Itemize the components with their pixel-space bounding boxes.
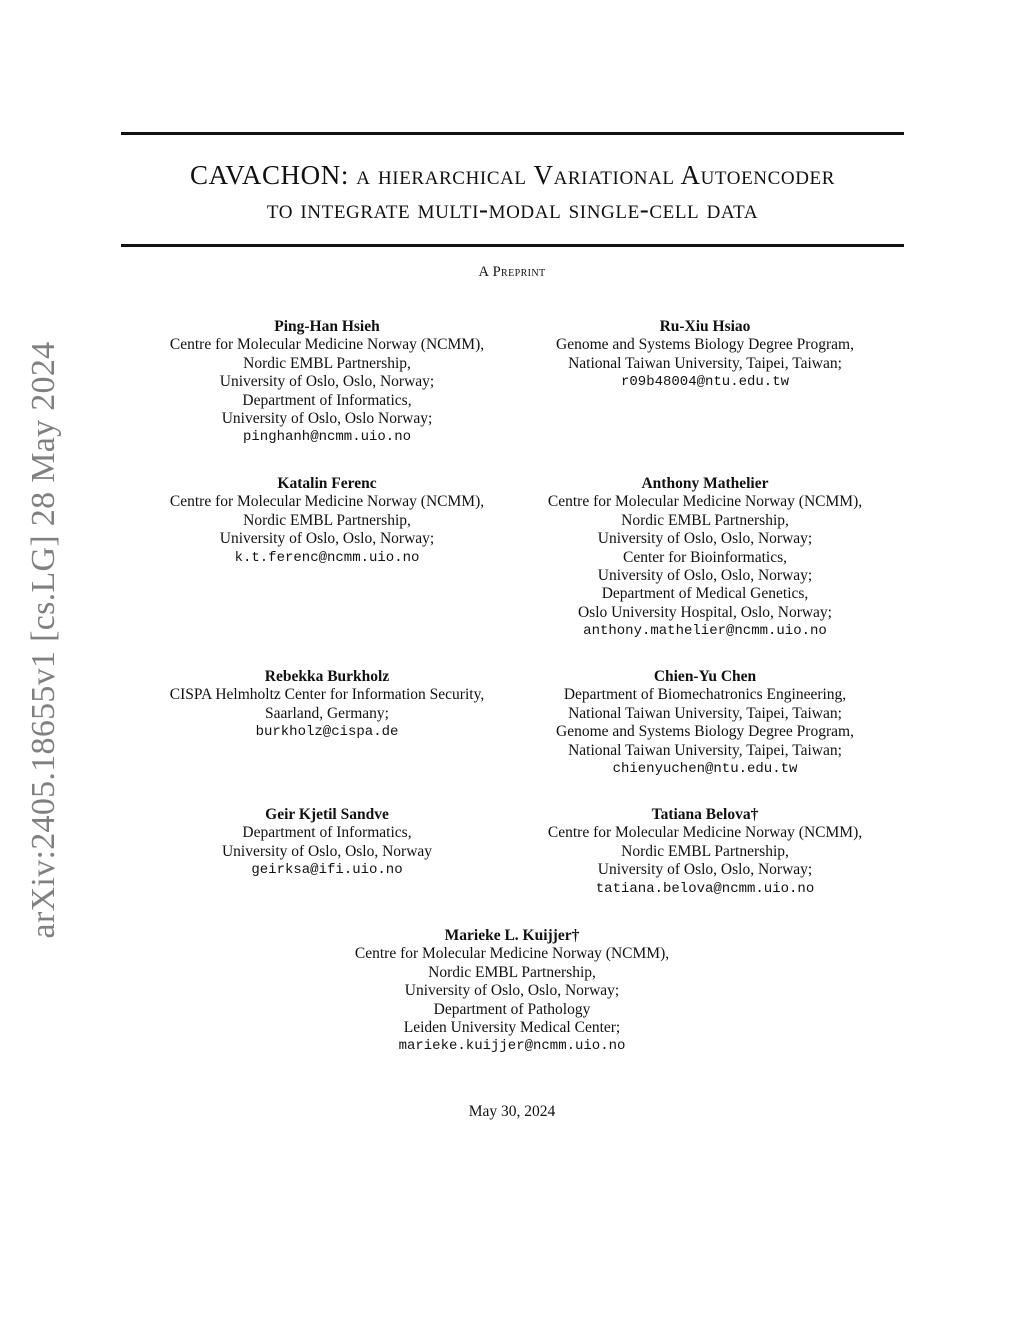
author-affiliation: University of Oslo, Oslo, Norway;: [219, 373, 435, 391]
author-block: [127, 318, 527, 447]
author-affiliation: University of Oslo, Oslo Norway;: [221, 410, 433, 428]
author-name: Geir Kjetil Sandve: [265, 806, 389, 823]
author-affiliation: Nordic EMBL Partnership,: [428, 963, 596, 981]
author-affiliation: National Taiwan University, Taipei, Taiwan;: [568, 354, 842, 372]
author-affiliation: University of Oslo, Oslo, Norway;: [597, 861, 813, 879]
author-affiliation: Genome and Systems Biology Degree Program,: [556, 723, 854, 741]
author-affiliation: Centre for Molecular Medicine Norway (NCMM),: [547, 824, 863, 842]
author-affiliation: Nordic EMBL Partnership,: [243, 511, 411, 529]
paper-title: [121, 158, 904, 226]
author-email: k.t.ferenc@ncmm.uio.no: [234, 549, 420, 566]
author-affiliation: CISPA Helmholtz Center for Information Security,: [169, 686, 485, 704]
author-affiliation: Centre for Molecular Medicine Norway (NCMM),: [169, 336, 485, 354]
author-affiliation: Department of Informatics,: [242, 824, 412, 842]
author-block: [505, 668, 905, 778]
author-email: burkholz@cispa.de: [255, 724, 399, 741]
author-affiliation: Center for Bioinformatics,: [623, 548, 787, 566]
author-affiliation: Oslo University Hospital, Oslo, Norway;: [577, 603, 832, 621]
author-affiliation: Department of Medical Genetics,: [601, 585, 809, 603]
author-affiliation: Nordic EMBL Partnership,: [621, 842, 789, 860]
author-affiliation: University of Oslo, Oslo, Norway;: [219, 530, 435, 548]
author-affiliation: Department of Pathology: [433, 1000, 591, 1018]
author-affiliation: University of Oslo, Oslo, Norway;: [404, 982, 620, 1000]
author-name: Rebekka Burkholz: [264, 668, 390, 685]
author-email: tatiana.belova@ncmm.uio.no: [595, 880, 815, 897]
author-name: Katalin Ferenc: [277, 475, 377, 492]
author-affiliation: Department of Informatics,: [242, 391, 412, 409]
author-name: Ru-Xiu Hsiao: [659, 318, 751, 335]
title-line-2: to integrate multi-modal single-cell data: [266, 194, 759, 224]
arxiv-identifier: arXiv:2405.18655v1 [cs.LG] 28 May 2024: [25, 341, 62, 939]
title-bottom-rule: [121, 244, 904, 247]
title-line-1: CAVACHON: a hierarchical Variational Autoencoder: [190, 160, 835, 190]
author-affiliation: Centre for Molecular Medicine Norway (NCMM),: [354, 945, 670, 963]
author-affiliation: National Taiwan University, Taipei, Taiwan;: [568, 741, 842, 759]
author-name: Tatiana Belova†: [651, 806, 759, 823]
publication-date: May 30, 2024: [468, 1103, 556, 1120]
author-block: [312, 927, 712, 1056]
author-affiliation: Nordic EMBL Partnership,: [243, 354, 411, 372]
author-affiliation: Department of Biomechatronics Engineering,: [563, 686, 847, 704]
author-name: Ping-Han Hsieh: [274, 318, 380, 335]
author-email: marieke.kuijjer@ncmm.uio.no: [398, 1038, 626, 1055]
author-name: Anthony Mathelier: [641, 475, 769, 492]
author-block: [505, 806, 905, 898]
author-affiliation: Nordic EMBL Partnership,: [621, 511, 789, 529]
author-affiliation: University of Oslo, Oslo, Norway: [221, 842, 433, 860]
author-affiliation: Genome and Systems Biology Degree Program,: [556, 336, 854, 354]
author-affiliation: University of Oslo, Oslo, Norway;: [597, 567, 813, 585]
author-affiliation: University of Oslo, Oslo, Norway;: [597, 530, 813, 548]
author-block: [505, 318, 905, 392]
author-affiliation: Centre for Molecular Medicine Norway (NCMM),: [547, 493, 863, 511]
author-block: [127, 668, 527, 742]
author-affiliation: Leiden University Medical Center;: [403, 1019, 621, 1037]
author-block: [505, 475, 905, 641]
author-name: Chien-Yu Chen: [653, 668, 757, 685]
author-email: anthony.mathelier@ncmm.uio.no: [583, 623, 827, 640]
author-email: pinghanh@ncmm.uio.no: [242, 429, 412, 446]
author-block: [127, 475, 527, 567]
author-email: chienyuchen@ntu.edu.tw: [612, 761, 798, 778]
author-affiliation: National Taiwan University, Taipei, Taiwan;: [568, 704, 842, 722]
author-email: r09b48004@ntu.edu.tw: [620, 374, 790, 391]
author-name: Marieke L. Kuijjer†: [444, 927, 580, 944]
author-affiliation: Saarland, Germany;: [265, 704, 389, 722]
author-block: [127, 806, 527, 880]
preprint-label: A Preprint: [478, 264, 546, 280]
author-email: geirksa@ifi.uio.no: [251, 862, 403, 879]
author-affiliation: Centre for Molecular Medicine Norway (NCMM),: [169, 493, 485, 511]
title-top-rule: [121, 132, 904, 135]
